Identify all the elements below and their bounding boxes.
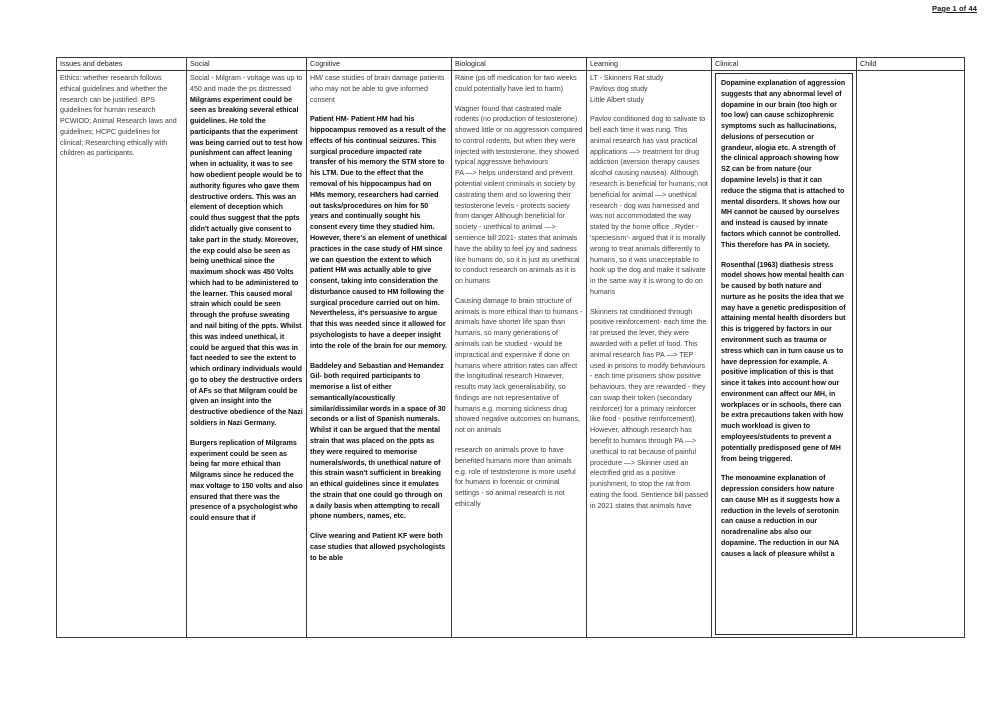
paragraph: LT - Skinners Rat study xyxy=(590,74,664,82)
cell-biological xyxy=(452,71,587,638)
paragraph: Pavlovs dog study xyxy=(590,84,648,93)
paragraph: Wagner found that castrated male rodents (no production of testosterone) showed little or no aggression compared to control rodents, but when they were injected with testosterone, they showed typical aggressive behaviours xyxy=(455,104,583,167)
cell-cognitive xyxy=(307,71,452,638)
column-header-learning: Learning xyxy=(587,58,712,71)
paragraph: Ethics: whether research follows ethical guidelines and whether the research can be justified. BPS guidelines for human research PCWIOD; Animal Research laws and guidelines; HCPC guidelines for clinical; Researching ethically with children as participants. xyxy=(60,74,177,158)
cell-learning xyxy=(587,71,712,638)
column-header-social: Social xyxy=(187,58,307,71)
paragraph: Little Albert study xyxy=(590,95,645,104)
paragraph: Milgrams experiment could be seen as breaking several ethical guidelines. He told the participants that the experiment was being carried out to test how punishment can affect leaning when in actuality, it was to see how obedient people would be to authority figures who gave them destructive orders. This was an element of deception which could thus suggest that the ppts didn't actually give consent to take part in the study. Moreover, the exp could also be seen as being unethical since the maximum shock was 450 Volts which had to be administered to the learner. This caused moral strain which could be seen through the profuse sweating and nail biting of the ppts. Whilst this was indeed unethical, it could be argued that this was in fact needed to see the extent to which ordinary individuals would go to obey the destructive orders of AFs so that Milgram could be given an insight into the destructive obedience of the Nazi soldiers in Nazi Germany. xyxy=(190,95,303,427)
revision-table xyxy=(56,57,965,638)
table-body-row xyxy=(57,71,965,638)
paragraph: Pavlov conditioned dog to salivate to bell each time it was rung. This animal research has vast practical applications —> treatment for drug addiction (aversion therapy causes alcohol causing nausea). Although research is beneficial for humans, not beneficial for animal —> unethical research - dog was harnessed and was not accommodated the way stated by the home office . Ryder - 'speciesism'- argued that it is morally wrong to treat animals differently to humans, so it was unacceptable to hook up the dog and make it salivate in the same way it is wrong to do on humans xyxy=(590,115,708,296)
column-header-clinical: Clinical xyxy=(712,58,857,71)
paragraph: Skinners rat conditioned through positive reinforcement- each time the rat pressed the lever, they were awarded with a pellet of food. This animal research has PA —> TEP used in prisons to modify behaviours - each time prisoners show positive behaviours, they are rewarded - they can swap their token (secondary reinforcer) for a primary reinforcer like food - positive reinforcement). However, although research has benefit to humans through PA —> unethical to rat because of painful procedure —> Skinner used an electrified grid as a positive punishment, to stop the rat from eating the food. Sentience bill passed in 2021 states that animals have xyxy=(590,307,708,510)
paragraph: Clive wearing and Patient KF were both case studies that allowed psychologists to be able xyxy=(310,532,446,562)
column-header-biological: Biological xyxy=(452,58,587,71)
paragraph: Raine (ps off medication for two weeks could potentially have led to harm) xyxy=(455,74,577,93)
cell-child xyxy=(857,71,965,638)
paragraph: The monoamine explanation of depression considers how nature can cause MH as it suggests how a reduction in the levels of serotonin can cause a reduction in our noradrenaline abs also our dopamine. The reduction in our NA causes a lack of pleasure whilst a xyxy=(721,474,840,558)
paragraph: Causing damage to brain structure of animals is more ethical than to humans - animals have shorter life span than humans, so many generations of animals can be studied - would be impractical and expensive if done on humans where attrition rates can affect the longitudinal research However, results may lack generalisability, so findings are not representative of humans e.g. morning sickness drug showed negative outcomes on humans, not on animals xyxy=(455,296,583,435)
paragraph: Social - Milgram - voltage was up to 450 and made the ps distressed xyxy=(190,74,303,93)
paragraph: HM/ case studies of brain damage patients who may not be able to give informed consent xyxy=(310,74,445,104)
revision-table-container xyxy=(56,57,964,638)
cell-social xyxy=(187,71,307,638)
paragraph: Burgers replication of Milgrams experiment could be seen as being far more ethical than Milgrams since he reduced the max voltage to 150 volts and also ensured that there was the presence of a psychologist who could ensure that if xyxy=(190,438,303,523)
paragraph: Patient HM- Patient HM had his hippocampus removed as a result of the effects of his continual seizures. This surgical procedure impacted rate transfer of his memory the STM store to his LTM. Due to the effect that the removal of his hippocampus had on HMs memory, researchers had carried out tasks/procedures on him for 50 years and continually sought his consent every time they studied him. However, there's an element of unethical practices in the case study of HM since we can question the extent to which patient HM was actually able to give consent, taking into consideration the disturbance caused to HM following the surgical procedure carried out on him. Nevertheless, it's persuasive to argue that this was needed since it allowed for psychologists to have a deeper insight into the role of the brain for our memory. xyxy=(310,115,448,350)
page-number-label: Page 1 of 44 xyxy=(932,4,977,13)
paragraph: PA —> helps understand and prevent potential violent criminals in society by castrating them and so lowering their testosterone levels - protects society from danger Although beneficial for society - unethical to animal —> sentience bill 2021- states that animals have the ability to feel joy and sadness like humans do, so it is just as unethical to conduct research on animals as it is on humans xyxy=(455,169,580,286)
column-header-issues-and-debates: Issues and debates xyxy=(57,58,187,71)
paragraph: Baddeley and Sebastian and Hemandez Gil- both required participants to memorise a list of either semantically/acoustically similar/dissimilar words in a space of 30 seconds or a list of Spanish numerals. Whilst it can be argued that the mental strain that was placed on the ppts as they were required to memorise numerals/words, th unethical nature of this strain wasn't sufficient in breaking an ethical guidelines since it emulates the strain that one could go through on a daily basis when attempting to recall phone numbers, names, etc. xyxy=(310,361,446,521)
column-header-child: Child xyxy=(857,58,965,71)
clinical-inner-box xyxy=(715,73,853,635)
cell-clinical xyxy=(712,71,857,638)
paragraph: research on animals prove to have benefited humans more than animals e.g. role of testosterone is more useful for humans in forensic or criminal settings - so animal research is not ethically xyxy=(455,446,576,508)
cell-issues-and-debates xyxy=(57,71,187,638)
paragraph: Dopamine explanation of aggression suggests that any abnormal level of dopamine in our brain (too high or too low) can cause schizophrenic symptoms such as hallucinations, delusions of persecution or grandeur, alogia etc. A strength of the clinical approach showing how SZ can be from nature (our dopamine levels) is that it can reduce the stigma that is attached to mental disorders. It shows how our MH cannot be caused by ourselves and instead is caused by innate factors which cannot be controlled. This therefore has PA in society. xyxy=(721,79,846,249)
table-header-row xyxy=(57,58,965,71)
column-header-cognitive: Cognitive xyxy=(307,58,452,71)
paragraph: Rosenthal (1963) diathesis stress model shows how mental health can be caused by both nature and nurture as he posits the idea that we may have a genetic predisposition of attaining mental health disorders but this is triggered by factors in our environment such as trauma or stress which can in turn cause us to have depression for example. A positive implication of this is that since it takes into account how our environment can affect our MH, in workplaces or in schools, there can be extra precautions taken with how much workload is given to employees/students to prevent a potentially predisposed gene of MH from being triggered. xyxy=(721,260,846,463)
